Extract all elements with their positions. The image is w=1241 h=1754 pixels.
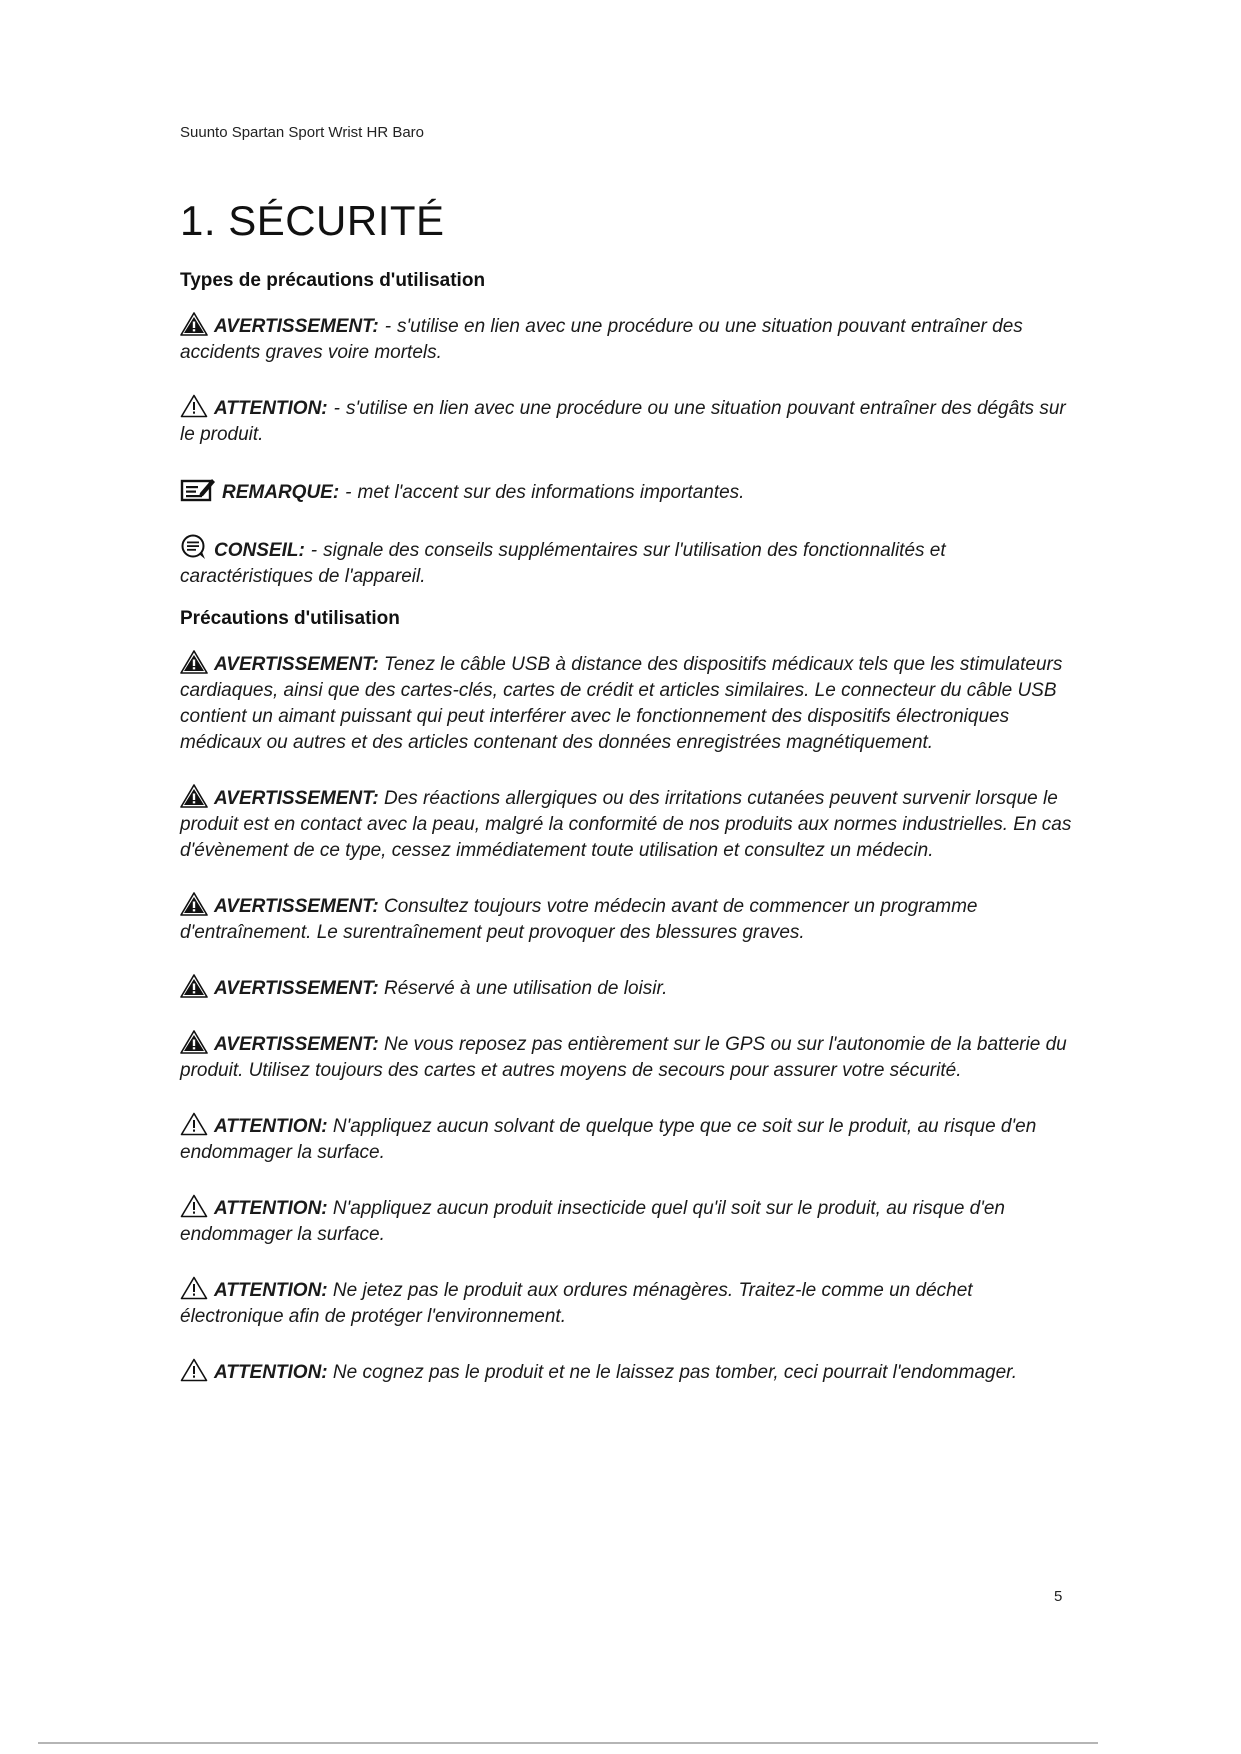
notice-label: ATTENTION: — [214, 398, 328, 419]
precaution-item — [180, 1112, 1080, 1166]
notice-label: AVERTISSEMENT: — [214, 654, 379, 675]
precaution-item — [180, 1358, 1080, 1386]
footer-divider — [38, 1742, 1098, 1744]
precaution-item — [180, 1276, 1080, 1330]
caution-outline-icon — [180, 1112, 208, 1136]
notice-separator: - — [310, 540, 318, 561]
notice-type-caution — [180, 394, 1080, 448]
notice-label: AVERTISSEMENT: — [214, 788, 379, 809]
running-header: Suunto Spartan Sport Wrist HR Baro — [180, 124, 424, 141]
notice-label: REMARQUE: — [222, 482, 340, 503]
precautions-heading: Précautions d'utilisation — [180, 608, 400, 629]
caution-outline-icon — [180, 1194, 208, 1218]
warning-filled-icon — [180, 892, 208, 916]
notice-label: AVERTISSEMENT: — [214, 896, 379, 917]
notice-type-warning — [180, 312, 1080, 366]
notice-text: Consultez toujours votre médecin avant de commencer un programme d'entraînement. Le surentraînement peut provoquer des blessures graves. — [180, 896, 978, 943]
notice-label: AVERTISSEMENT: — [214, 978, 379, 999]
notice-separator: - — [345, 482, 352, 503]
notice-label: CONSEIL: — [214, 540, 305, 561]
notice-text: N'appliquez aucun produit insecticide quel qu'il soit sur le produit, au risque d'en endommager la surface. — [180, 1198, 1005, 1245]
notice-text: s'utilise en lien avec une procédure ou une situation pouvant entraîner des accidents graves voire mortels. — [180, 316, 1023, 363]
notice-label: ATTENTION: — [214, 1362, 328, 1383]
precaution-item — [180, 1030, 1080, 1084]
notice-text: signale des conseils supplémentaires sur l'utilisation des fonctionnalités et caractéristiques de l'appareil. — [180, 540, 946, 587]
notice-text: Réservé à une utilisation de loisir. — [383, 978, 668, 999]
notice-label: AVERTISSEMENT: — [214, 1034, 379, 1055]
notice-label: AVERTISSEMENT: — [214, 316, 379, 337]
notice-text: N'appliquez aucun solvant de quelque type que ce soit sur le produit, au risque d'en endommager la surface. — [180, 1116, 1037, 1163]
precaution-item — [180, 1194, 1080, 1248]
section-title: 1. SÉCURITÉ — [180, 197, 445, 244]
caution-outline-icon — [180, 394, 208, 418]
warning-filled-icon — [180, 974, 208, 998]
precaution-item — [180, 784, 1080, 864]
caution-outline-icon — [180, 1358, 208, 1382]
warning-filled-icon — [180, 784, 208, 808]
notice-text: Des réactions allergiques ou des irritations cutanées peuvent survenir lorsque le produit est en contact avec la peau, malgré la conformité de nos produits aux normes industrielles. En cas d'évènement de ce type, cessez immédiatement toute utilisation et consultez un médecin. — [180, 788, 1072, 861]
notice-text: Ne jetez pas le produit aux ordures ménagères. Traitez-le comme un déchet électronique afin de protéger l'environnement. — [180, 1280, 973, 1327]
types-heading: Types de précautions d'utilisation — [180, 270, 486, 291]
page-number: 5 — [1054, 1588, 1063, 1605]
notice-text: Tenez le câble USB à distance des dispositifs médicaux tels que les stimulateurs cardiaques, ainsi que des cartes-clés, cartes de crédit et articles similaires. Le connecteur du câble USB contient un aimant puissant qui peut interférer avec le fonctionnement des dispositifs électroniques médicaux ou autres et des articles contenant des données enregistrées magnétiquement. — [180, 654, 1063, 753]
notice-type-tip — [180, 534, 1080, 590]
notice-text: met l'accent sur des informations importantes. — [357, 482, 745, 503]
notice-label: ATTENTION: — [214, 1116, 328, 1137]
tip-icon — [180, 534, 208, 560]
warning-filled-icon — [180, 1030, 208, 1054]
precaution-item — [180, 650, 1080, 756]
notice-label: ATTENTION: — [214, 1198, 328, 1219]
notice-separator: - — [384, 316, 392, 337]
warning-filled-icon — [180, 650, 208, 674]
notice-label: ATTENTION: — [214, 1280, 328, 1301]
precaution-item — [180, 974, 1080, 1002]
page-content — [180, 197, 1080, 1414]
notice-type-note — [180, 476, 1080, 506]
notice-separator: - — [333, 398, 340, 419]
caution-outline-icon — [180, 1276, 208, 1300]
notice-text: Ne vous reposez pas entièrement sur le GPS ou sur l'autonomie de la batterie du produit. Utilisez toujours des cartes et autres moyens de secours pour assurer votre sécurité. — [180, 1034, 1067, 1081]
warning-filled-icon — [180, 312, 208, 336]
precaution-item — [180, 892, 1080, 946]
note-icon — [180, 476, 216, 502]
notice-text: Ne cognez pas le produit et ne le laissez pas tomber, ceci pourrait l'endommager. — [332, 1362, 1018, 1383]
notice-text: s'utilise en lien avec une procédure ou une situation pouvant entraîner des dégâts sur le produit. — [180, 398, 1066, 445]
